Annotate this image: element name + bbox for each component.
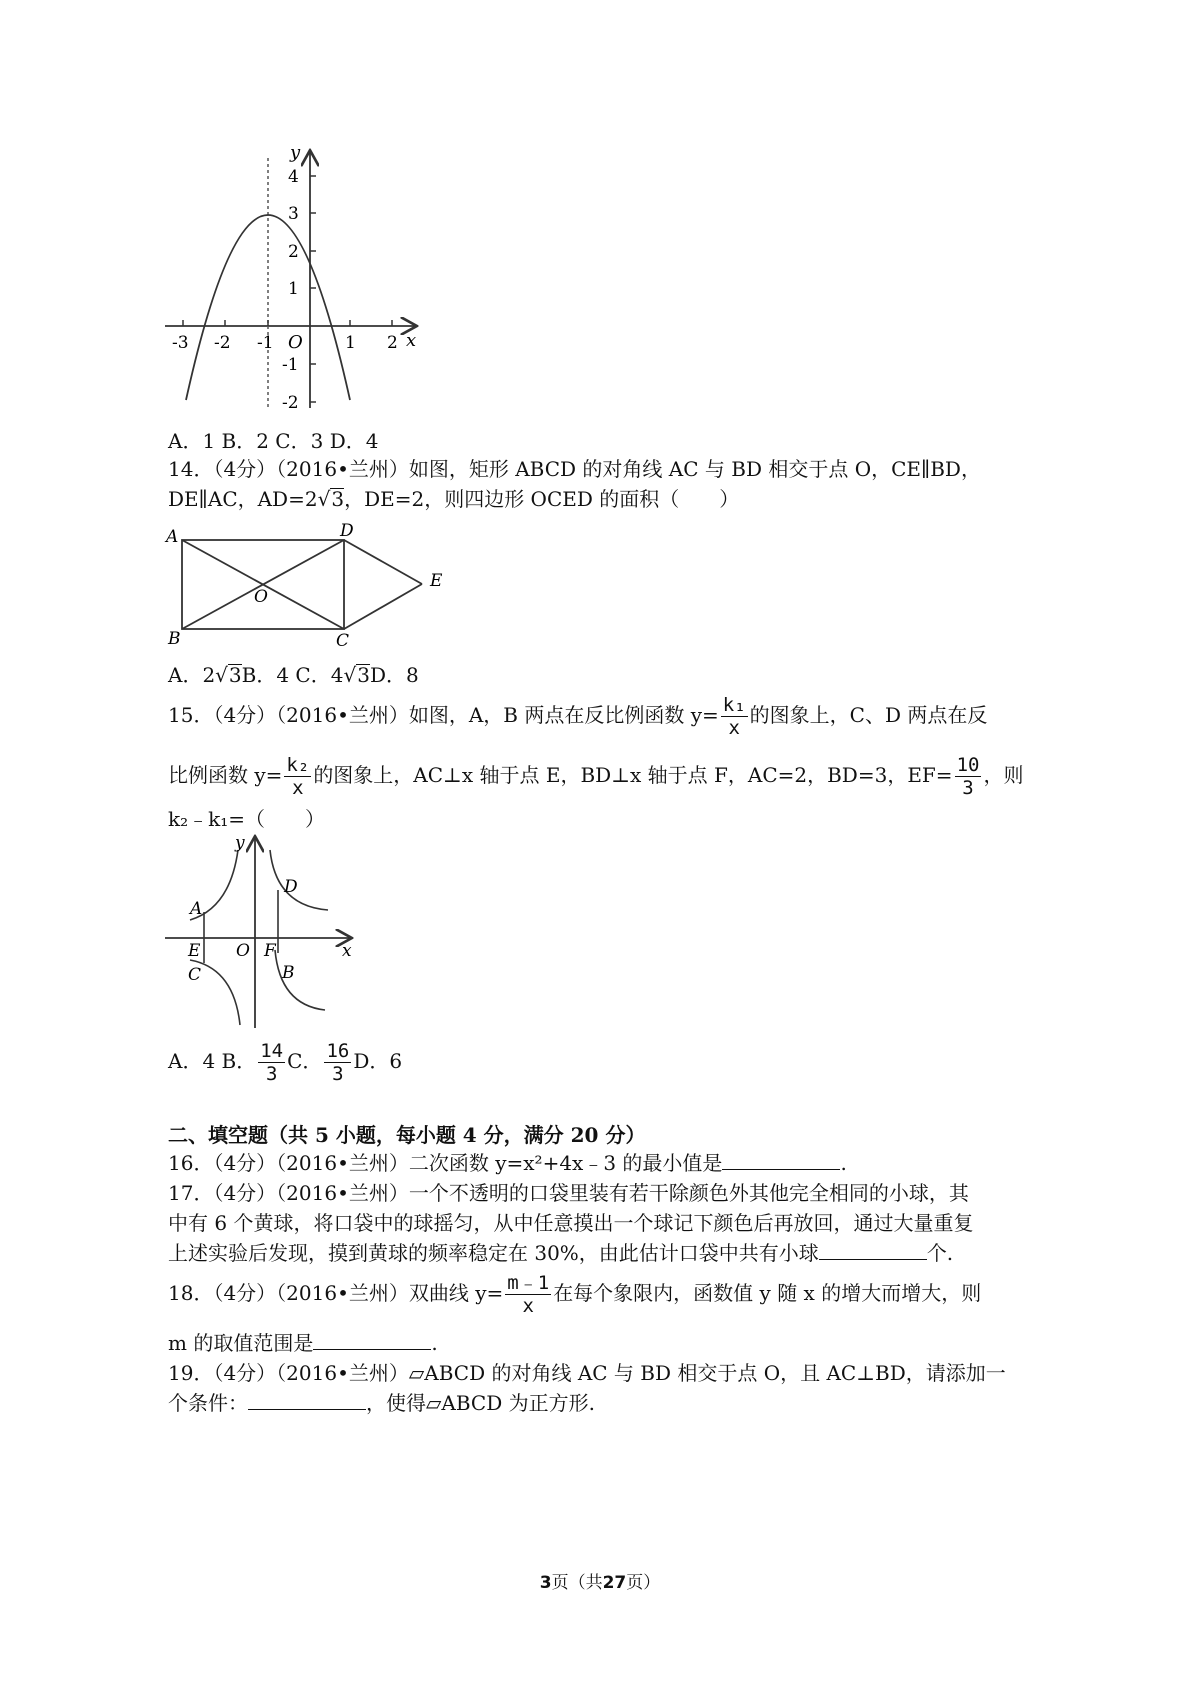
x-tick: -2 xyxy=(214,333,231,353)
q15-stem-line1: 15．（4分）（2016•兰州）如图，A，B 两点在反比例函数 y= $\frac{\text{k₁}}{x}$ 的图象上，C、D 两点在反 xyxy=(168,694,988,739)
label-x: x xyxy=(342,941,352,961)
label-e: E xyxy=(188,941,201,961)
label-a: A xyxy=(190,899,203,919)
label-o: O xyxy=(254,587,268,607)
q14-options: A．2√3B．4 C．4√3D．8 xyxy=(168,663,419,687)
origin-label: O xyxy=(288,332,303,353)
y-tick: -2 xyxy=(282,393,299,413)
q14-rectangle-figure xyxy=(160,520,460,650)
y-tick: 3 xyxy=(288,204,299,224)
label-f: F xyxy=(264,941,276,961)
y-axis-label: y xyxy=(290,142,301,163)
label-y: y xyxy=(235,833,245,853)
segment-ce xyxy=(344,584,422,629)
q14-stem-line1: 14．（4分）（2016•兰州）如图，矩形 ABCD 的对角线 AC 与 BD 相交于点 O，CE∥BD， xyxy=(168,457,981,481)
page-number: 3 xyxy=(539,1573,552,1593)
label-c: C xyxy=(188,965,202,985)
y-tick: 2 xyxy=(288,242,299,262)
page-footer: 3页（共27页） xyxy=(539,1573,661,1593)
segment-de xyxy=(344,540,422,584)
q17-line2: 中有 6 个黄球，将口袋中的球摇匀，从中任意摸出一个球记下颜色后再放回，通过大量重复 xyxy=(168,1211,974,1235)
x-tick: 2 xyxy=(387,333,398,353)
q17-line1: 17．（4分）（2016•兰州）一个不透明的口袋里装有若干除颜色外其他完全相同的小球，其 xyxy=(168,1181,969,1205)
label-d: D xyxy=(284,877,298,897)
x-tick: -3 xyxy=(172,333,189,353)
q13-parabola-graph xyxy=(160,140,430,420)
q15-stem-line3: k₂﹣k₁=（ ） xyxy=(168,807,326,831)
q16: 16．（4分）（2016•兰州）二次函数 y=x²+4x﹣3 的最小值是 . xyxy=(168,1151,847,1175)
q15-stem-line2: 比例函数 y= $\frac{\text{k₂}}{x}$ 的图象上，AC⊥x 轴于点 E，BD⊥x 轴于点 F，AC=2，BD=3，EF= $\frac{10}{3}$ ，则 xyxy=(168,754,1024,799)
x-tick: -1 xyxy=(257,333,274,353)
q19-line1: 19．（4分）（2016•兰州）▱ABCD 的对角线 AC 与 BD 相交于点 O，且 AC⊥BD，请添加一 xyxy=(168,1361,1006,1385)
label-c: C xyxy=(336,631,350,650)
q14-stem-line2: DE∥AC，AD=2√3，DE=2，则四边形 OCED 的面积（ ） xyxy=(168,487,740,511)
y-tick: -1 xyxy=(282,355,299,375)
label-b: B xyxy=(282,963,295,983)
total-pages: 27 xyxy=(602,1573,627,1593)
q18-line2: m 的取值范围是 . xyxy=(168,1331,438,1355)
answer-blank xyxy=(722,1151,840,1170)
q15-hyperbola-figure xyxy=(160,830,370,1030)
label-a: A xyxy=(166,527,179,547)
q17-line3: 上述实验后发现，摸到黄球的频率稳定在 30%，由此估计口袋中共有小球 个. xyxy=(168,1241,954,1265)
q13-options: A．1 B．2 C．3 D．4 xyxy=(168,429,379,453)
q15-options: A．4 B． $\frac{14}{3}$ C． $\frac{16}{3}$ D．6 xyxy=(168,1040,403,1085)
y-tick: 4 xyxy=(288,167,299,187)
label-o: O xyxy=(236,941,250,961)
label-b: B xyxy=(168,629,181,649)
answer-blank xyxy=(248,1391,366,1410)
label-e: E xyxy=(430,571,443,591)
answer-blank xyxy=(313,1331,431,1350)
q18-line1: 18．（4分）（2016•兰州）双曲线 y= $\frac{m﹣1}{x}$ 在每个象限内，函数值 y 随 x 的增大而增大，则 xyxy=(168,1272,982,1317)
y-tick: 1 xyxy=(288,279,299,299)
q19-line2: 个条件： ，使得▱ABCD 为正方形. xyxy=(168,1391,595,1415)
x-axis-label: x xyxy=(406,330,417,351)
x-tick: 1 xyxy=(345,333,356,353)
label-d: D xyxy=(340,521,354,541)
answer-blank xyxy=(819,1241,927,1260)
section-heading: 二、填空题（共 5 小题，每小题 4 分，满分 20 分） xyxy=(168,1123,646,1147)
